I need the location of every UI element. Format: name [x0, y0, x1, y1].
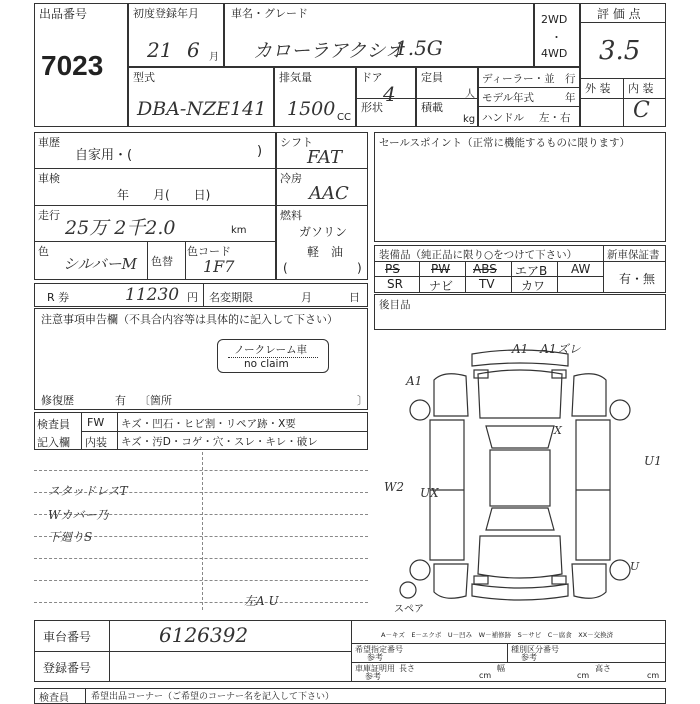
history-label: 車歴	[38, 136, 60, 149]
fw-items: キズ・凹石・ヒビ割・リペア跡・X要	[121, 418, 296, 430]
disp-value: 1500	[287, 98, 336, 120]
equip-sr: SR	[387, 277, 403, 291]
shift-block	[276, 132, 368, 280]
cert-sub: 参考	[365, 672, 381, 681]
height-unit: cm	[647, 671, 660, 680]
aircon-value: AAC	[309, 183, 349, 204]
capacity-label: 定員	[421, 71, 443, 84]
dealer-cell	[478, 67, 580, 127]
equipment-cell	[374, 245, 666, 293]
equip-airbag: エアB	[515, 264, 548, 278]
width-unit: cm	[577, 671, 590, 680]
equip-pw: PW	[431, 262, 451, 276]
repaint-label: 色替	[151, 255, 173, 268]
mileage-label: 走行	[38, 209, 60, 222]
interior-items: キズ・汚D・コゲ・穴・スレ・キレ・破レ	[121, 436, 318, 448]
remark-studless: スタッドレスT	[48, 484, 128, 498]
fw-label: FW	[87, 416, 105, 429]
color-value: シルバーM	[63, 255, 137, 273]
model-label: 車名・グレード	[231, 7, 308, 20]
diagram-note-w2: W2	[384, 480, 404, 494]
chassis-label: 車台番号	[43, 630, 92, 644]
cert-label: 車庫証明用	[355, 664, 395, 673]
chassis-value: 6126392	[159, 623, 249, 647]
length-unit: cm	[479, 671, 492, 680]
handle-options: 左・右	[539, 112, 571, 124]
height-label: 高さ	[595, 664, 611, 673]
diagram-note-top: A1 A1ズレ	[512, 342, 581, 356]
length-label: 長さ	[399, 664, 415, 673]
footer-label: 検査員	[39, 693, 69, 704]
lot-cell	[34, 3, 128, 127]
diagram-note-u-small: U	[630, 560, 640, 573]
rear-seat-cell	[374, 294, 666, 330]
width-label: 幅	[497, 664, 505, 673]
load-label: 積載	[421, 101, 443, 114]
sales-points-cell	[374, 132, 666, 242]
shift-value: FAT	[307, 147, 342, 168]
new-warranty-value: 有・無	[619, 272, 656, 286]
first-reg-year: 21	[147, 38, 173, 62]
notes-label: 注意事項申告欄（不具合内容等は具体的に記入して下さい）	[41, 313, 338, 326]
doors-label: ドア	[361, 71, 383, 84]
tax-label: R 券	[47, 291, 70, 304]
load-unit: kg	[463, 114, 476, 125]
first-reg-month: 6	[187, 38, 200, 62]
drive-4wd: 4WD	[541, 47, 568, 60]
disp-unit: CC	[337, 112, 351, 123]
first-reg-label: 初度登録年月	[133, 7, 199, 20]
drive-2wd: 2WD	[541, 13, 568, 26]
exterior-label: 外 装	[585, 82, 611, 95]
color-code-value: 1F7	[203, 257, 235, 276]
equip-tv: TV	[479, 277, 495, 291]
tax-value: 11230	[125, 285, 180, 305]
first-reg-month-unit: 月	[209, 52, 219, 63]
disp-cell	[274, 67, 356, 127]
spare-label: スペア	[394, 604, 424, 615]
sales-points-label: セールスポイント（正常に機能するものに限ります）	[379, 137, 631, 149]
fuel-label: 燃料	[280, 209, 302, 222]
tax-unit: 円	[187, 291, 198, 304]
hope-sub: 参考	[367, 653, 383, 662]
fuel-diesel: 軽 油	[307, 245, 344, 259]
interior-label: 内 装	[628, 82, 654, 95]
remark-underbody: 下廻りS	[48, 530, 93, 544]
equip-navi: ナビ	[429, 279, 454, 293]
inspection-label: 車検	[38, 172, 60, 185]
lot-label: 出品番号	[39, 7, 88, 21]
inspector-label: 検査員	[37, 418, 70, 431]
repair-label: 修復歴	[41, 394, 74, 407]
type-cell	[128, 67, 274, 127]
drive-cell	[534, 3, 580, 67]
score-cell	[580, 3, 666, 127]
footer-note: 希望出品コーナー（ご希望のコーナー名を記入して下さい）	[91, 692, 335, 702]
name-change-month: 月	[301, 291, 312, 304]
color-code-label: 色コード	[187, 245, 231, 258]
damage-legend: A－キズ E－エクボ U－凹み W－補修跡 S－サビ C－腐食 XX－交換済	[381, 631, 614, 639]
lot-number: 7023	[41, 50, 104, 81]
no-claim-title: ノークレーム車	[234, 344, 308, 356]
interior-check-label: 内装	[85, 436, 107, 449]
no-claim-box	[217, 339, 329, 373]
notes-cell	[34, 308, 368, 410]
remarks-area	[34, 452, 368, 616]
tax-row	[34, 283, 368, 307]
type-label: 型式	[133, 71, 155, 84]
disp-label: 排気量	[279, 71, 312, 84]
equip-aw: AW	[571, 262, 591, 276]
name-change-day: 日	[349, 291, 360, 304]
score-value: 3.5	[599, 36, 641, 66]
first-reg-cell	[128, 3, 224, 67]
equipment-label: 装備品（純正品に限り○をつけて下さい）	[379, 249, 578, 261]
mileage-value: 25万 2千2.0	[65, 217, 176, 239]
name-change-label: 名変期限	[209, 291, 253, 304]
history-value: 自家用・(	[75, 148, 133, 163]
diagram-note-ux: UX	[420, 486, 439, 500]
dealer-label: ディーラー・並	[482, 73, 555, 85]
shape-label: 形状	[361, 101, 383, 114]
score-label: 評 価 点	[597, 7, 641, 21]
equip-leather: カワ	[521, 279, 546, 293]
type-value: DBA-NZE141	[137, 98, 267, 120]
doors-cell	[356, 67, 416, 127]
inspector-cell	[34, 412, 368, 450]
diagram-note-u1: U1	[644, 454, 662, 468]
shift-label: シフト	[280, 136, 313, 149]
capacity-unit: 人	[465, 89, 475, 100]
model-year-suffix: 年	[565, 92, 576, 104]
reg-label: 登録番号	[43, 661, 92, 675]
repair-close: 〕	[357, 394, 368, 407]
remark-wcover: Wカバー乃	[48, 508, 109, 522]
color-label: 色	[38, 245, 49, 258]
chassis-cell	[34, 620, 666, 682]
hope-label: 希望指定番号	[355, 645, 403, 654]
drive-sep: ・	[551, 31, 562, 44]
fuel-paren-open: (	[283, 261, 288, 275]
model-cell	[224, 3, 534, 67]
no-claim-sub: no claim	[244, 358, 289, 370]
history-block	[34, 132, 276, 280]
model-year-label: モデル年式	[482, 92, 534, 104]
class-label: 種別区分番号	[511, 645, 559, 654]
diagram-note-a1: A1	[406, 374, 423, 388]
aircon-label: 冷房	[280, 172, 302, 185]
grade-value: 1.5G	[395, 36, 443, 60]
diagram-note-x: X	[554, 424, 562, 437]
rear-seat-label: 後目品	[379, 299, 411, 311]
dealer-suffix: 行	[565, 73, 576, 85]
equip-abs: ABS	[473, 262, 497, 276]
remark-bottom-note: 左A U	[244, 594, 279, 608]
model-value: カローラアクシオ	[253, 40, 405, 62]
equip-ps: PS	[385, 262, 400, 276]
inspection-value: 年 月( 日)	[117, 188, 211, 202]
footer-strip	[34, 688, 666, 704]
interior-value: C	[633, 98, 650, 123]
handle-label: ハンドル	[482, 112, 524, 124]
repair-value: 有	[115, 394, 126, 407]
doors-value: 4	[383, 82, 396, 106]
mileage-unit: km	[231, 225, 247, 236]
capacity-cell	[416, 67, 478, 127]
new-warranty-label: 新車保証書	[607, 249, 660, 261]
fuel-paren-close: )	[357, 261, 362, 275]
history-close: )	[257, 144, 263, 159]
fuel-gasoline: ガソリン	[299, 225, 348, 239]
class-sub: 参考	[521, 653, 537, 662]
record-label: 記入欄	[37, 436, 70, 449]
repair-part: 〔箇所	[139, 394, 172, 407]
